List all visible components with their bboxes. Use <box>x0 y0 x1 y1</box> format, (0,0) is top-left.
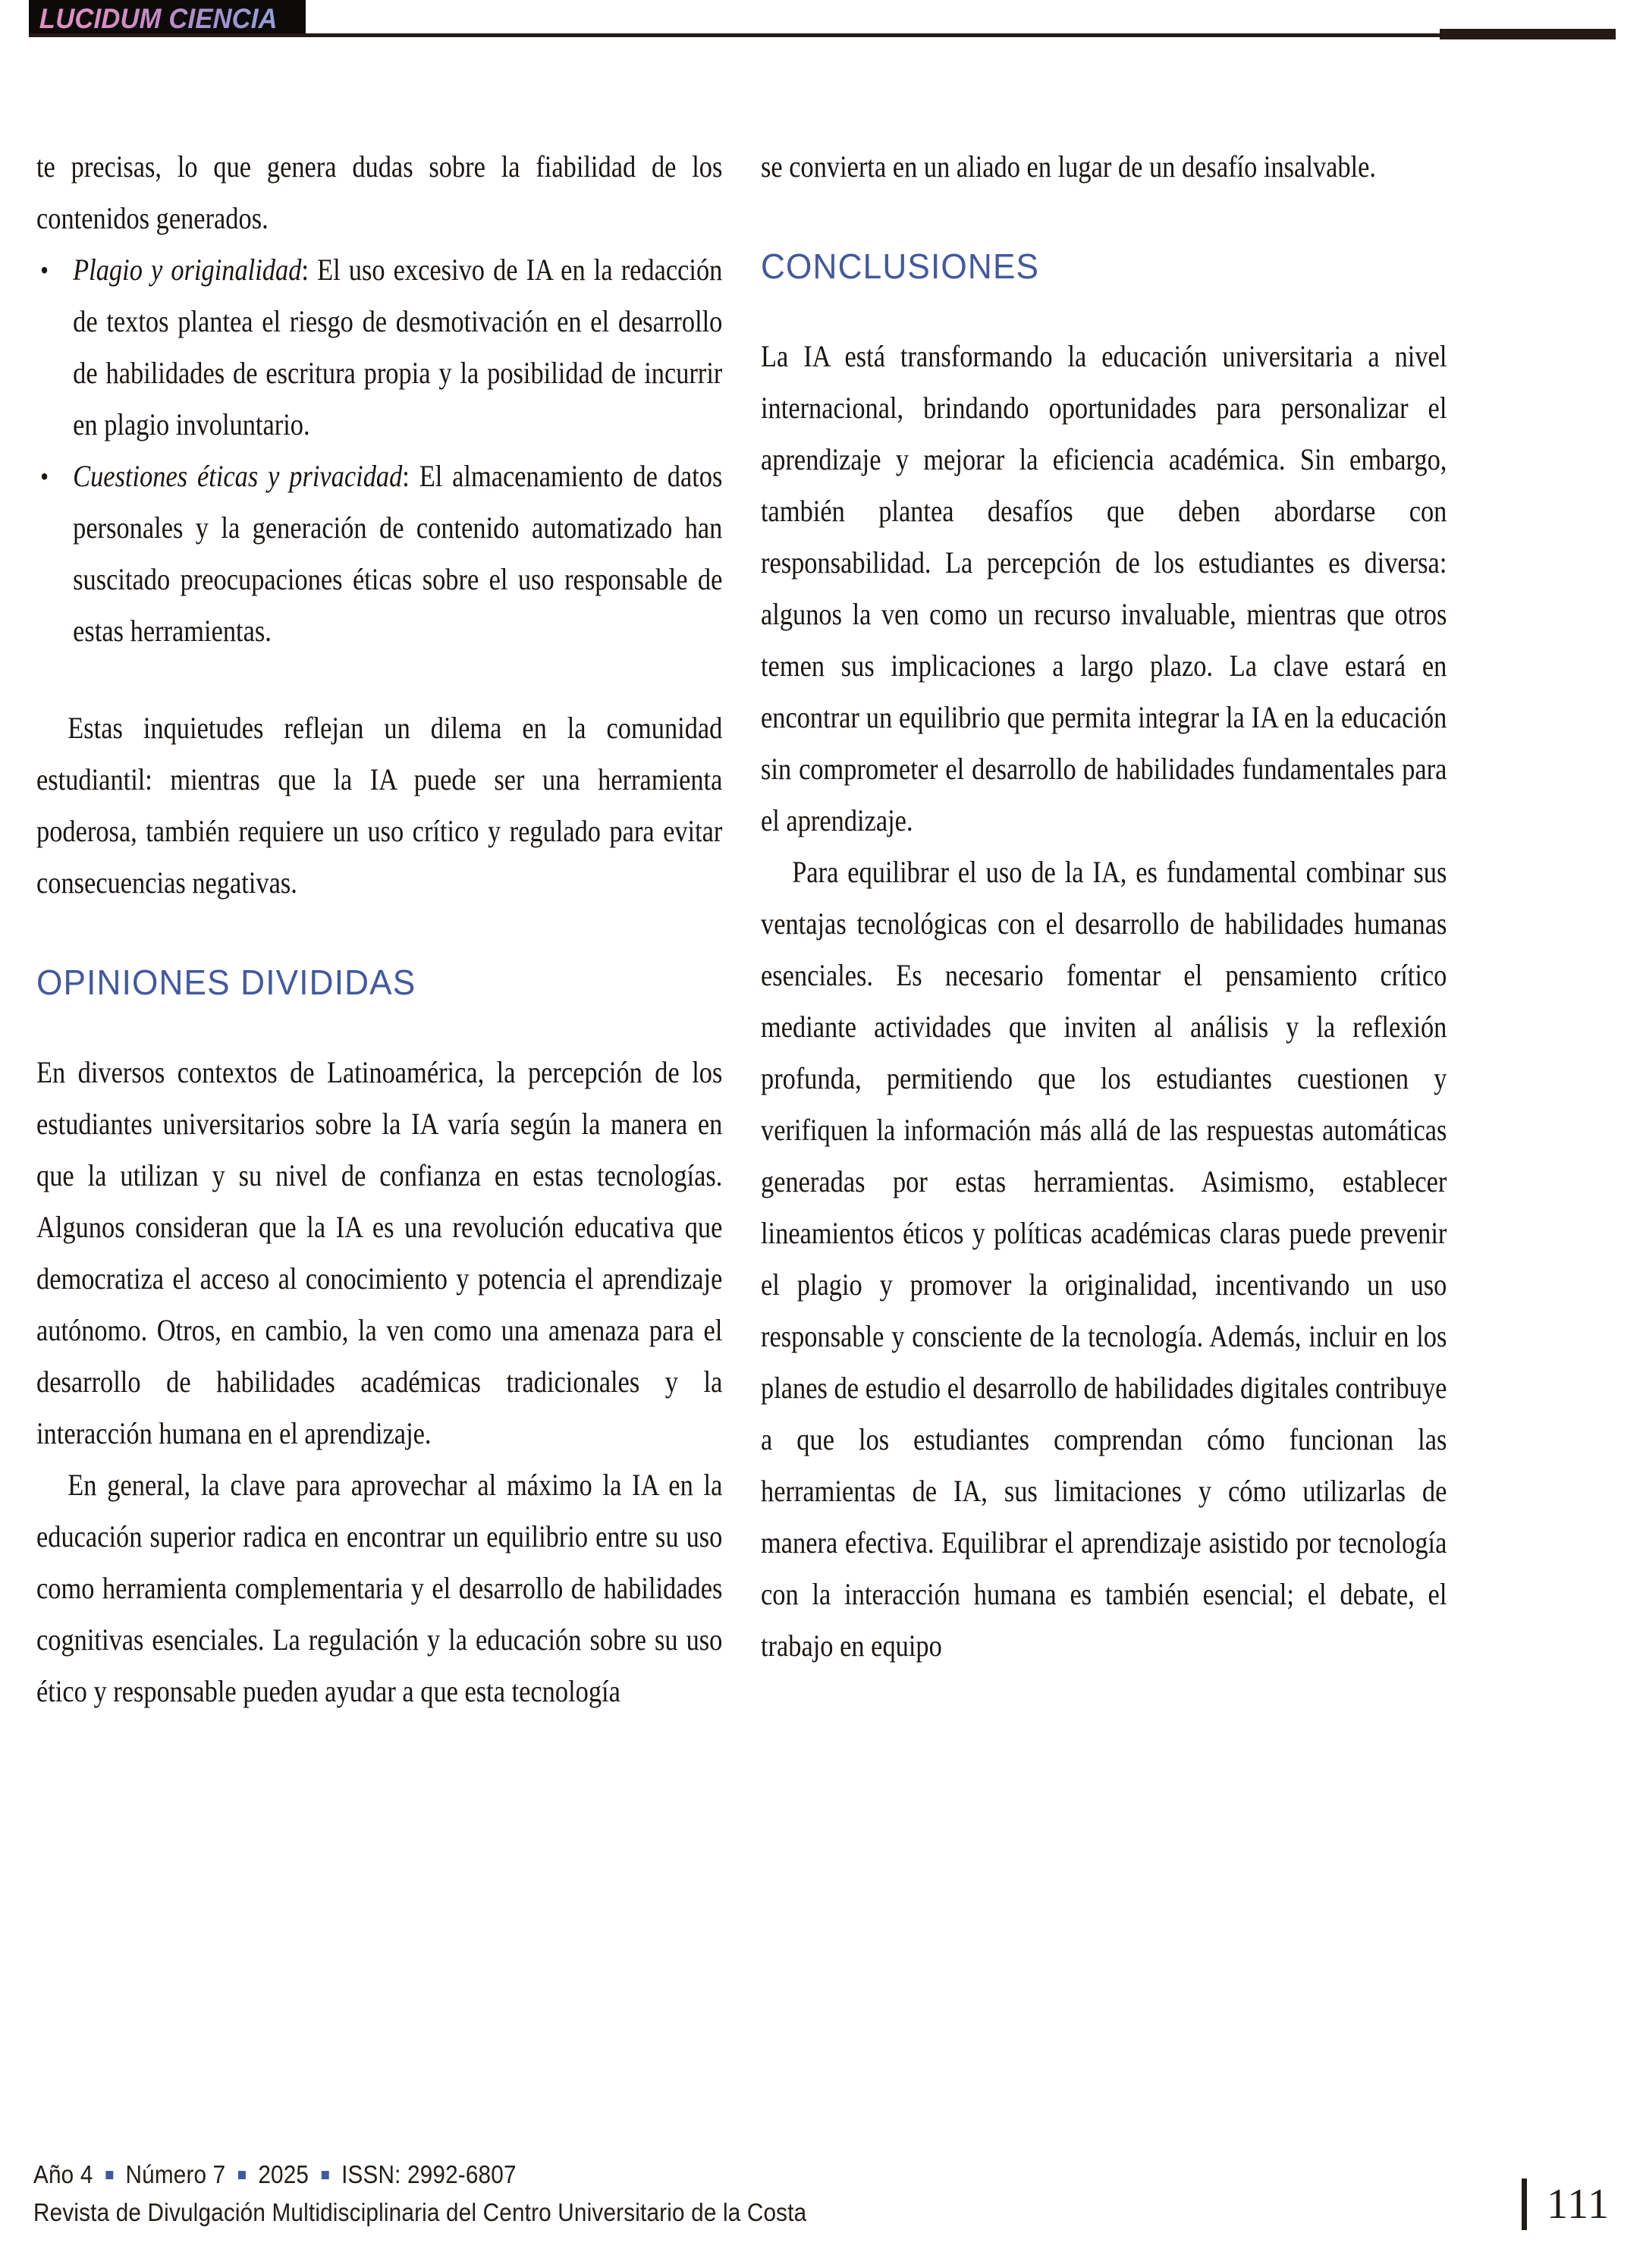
paragraph-continued: se convierta en un aliado en lugar de un desafío insalvable. <box>761 149 1376 184</box>
list-item <box>36 451 722 657</box>
section-heading-conclusiones: CONCLUSIONES <box>761 247 1040 286</box>
paragraph-after-bullets: Estas inquietudes reflejan un dilema en la comunidad estudiantil: mientras que la IA puede ser una herramienta poderosa, también requiere un uso crítico y regulado para evitar consecuencias negativas. <box>36 711 723 900</box>
square-separator-icon <box>238 2171 246 2179</box>
section-heading-opiniones: OPINIONES DIVIDIDAS <box>36 963 416 1002</box>
paragraph: Para equilibrar el uso de la IA, es fundamental combinar sus ventajas tecnológicas con el desarrollo de habilidades humanas esenciales. Es necesario fomentar el pensamiento crítico mediante actividades que inviten al análisis y la reflexión profunda, permitiendo que los estudiantes cuestionen y verifiquen la información más allá de las respuestas automáticas generadas por estas herramientas. Asimismo, establecer lineamientos éticos y políticas académicas claras puede prevenir el plagio y promover la originalidad, incentivando un uso responsable y consciente de la tecnología. Además, incluir en los planes de estudio el desarrollo de habilidades digitales contribuye a que los estudiantes comprendan cómo funcionan las herramientas de IA, sus limitaciones y cómo utilizarlas de manera efectiva. Equilibrar el aprendizaje asistido por tecnología con la interacción humana es también esencial; el debate, el trabajo en equipo <box>761 855 1447 1663</box>
list-item <box>36 244 722 451</box>
folio <box>1522 2178 1610 2230</box>
paragraph: En general, la clave para aprovechar al máximo la IA en la educación superior radica en encontrar un equilibrio entre su uso como herramienta complementaria y el desarrollo de habilidades cognitivas esenciales. La regulación y la educación sobre su uso ético y responsable pueden ayudar a que esta tecnología <box>36 1468 723 1708</box>
bullet-term: Plagio y originalidad <box>73 253 302 287</box>
square-separator-icon <box>105 2171 113 2179</box>
footer-issue-line <box>33 2157 806 2192</box>
footer-issue-label: Número 7 <box>125 2160 226 2188</box>
paragraph: La IA está transformando la educación universitaria a nivel internacional, brindando oportunidades para personalizar el aprendizaje y mejorar la eficiencia académica. Sin embargo, también plantea desafíos que deben abordarse con responsabilidad. La percepción de los estudiantes es diversa: algunos la ven como un recurso invaluable, mientras que otros temen sus implicaciones a largo plazo. La clave estará en encontrar un equilibrio que permita integrar la IA en la educación sin comprometer el desarrollo de habilidades fundamentales para el aprendizaje. <box>761 339 1447 837</box>
column-right <box>761 141 1447 1672</box>
footer-year-label: Año 4 <box>33 2160 93 2188</box>
footer-text-block <box>33 2157 893 2230</box>
footer-issn: ISSN: 2992-6807 <box>341 2160 517 2188</box>
running-header <box>0 0 1643 47</box>
footer-journal-subtitle: Revista de Divulgación Multidisciplinaria del Centro Universitario de la Costa <box>33 2198 807 2226</box>
header-rule-thin <box>29 33 1616 37</box>
bullet-text: : El uso excesivo de IA en la redacción de textos plantea el riesgo de desmotivación en el desarrollo de habilidades de escritura propia y la posibilidad de incurrir en plagio involuntario. <box>73 253 723 441</box>
page-number: 111 <box>1547 2181 1610 2228</box>
bullet-term: Cuestiones éticas y privacidad <box>73 459 403 493</box>
paragraph-continued: te precisas, lo que genera dudas sobre la fiabilidad de los contenidos generados. <box>36 149 723 235</box>
bullet-text: : El almacenamiento de datos personales y la generación de contenido automatizado han suscitado preocupaciones éticas sobre el uso responsable de estas herramientas. <box>73 459 723 648</box>
column-left <box>36 141 723 1717</box>
header-rule-thick <box>1440 29 1616 39</box>
square-separator-icon <box>322 2171 329 2179</box>
paragraph: En diversos contextos de Latinoamérica, la percepción de los estudiantes universitarios sobre la IA varía según la manera en que la utilizan y su nivel de confianza en estas tecnologías. Algunos consideran que la IA es una revolución educativa que democratiza el acceso al conocimiento y potencia el aprendizaje autónomo. Otros, en cambio, la ven como una amenaza para el desarrollo de habilidades académicas tradicionales y la interacción humana en el aprendizaje. <box>36 1055 723 1450</box>
bullet-list <box>36 244 723 657</box>
masthead-title: LUCIDUM CIENCIA <box>39 2 278 34</box>
folio-rule <box>1522 2178 1527 2230</box>
page-footer <box>33 2144 1610 2235</box>
masthead-badge <box>29 0 306 36</box>
article-body <box>36 141 1610 2113</box>
footer-publication-year: 2025 <box>258 2160 309 2188</box>
